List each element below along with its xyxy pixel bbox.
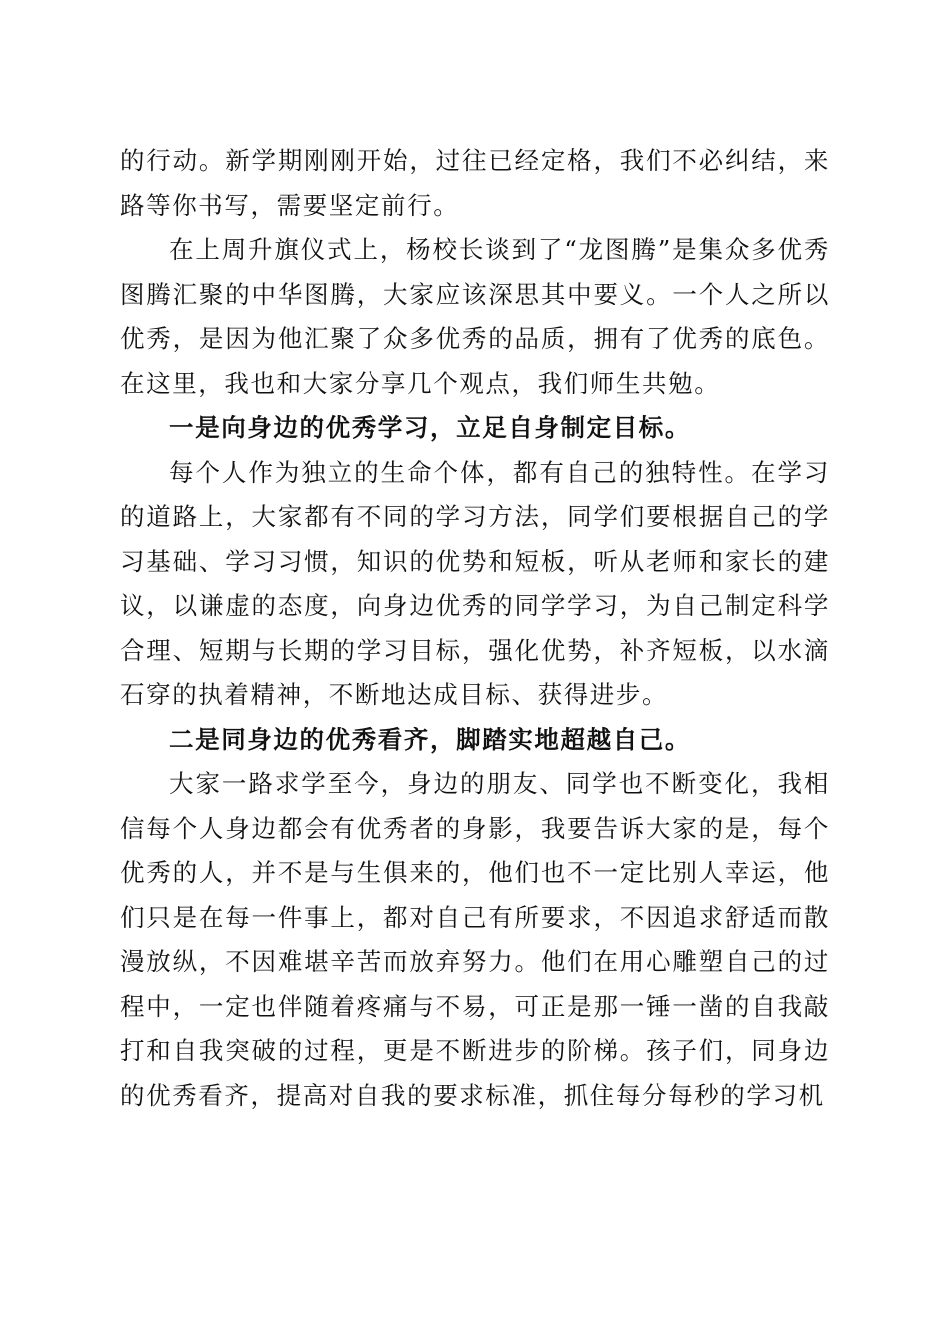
paragraph-learning-goals: 每个人作为独立的生命个体，都有自己的独特性。在学习的道路上，大家都有不同的学习方法，同学们要根据自己的学习基础、学习习惯，知识的优势和短板，听从老师和家长的建议，以谦虚的态度，向身边优秀的同学学习，为自己制定科学合理、短期与长期的学习目标，强化优势，补齐短板，以水滴石穿的执着精神，不断地达成目标、获得进步。 [120, 457, 830, 709]
section-heading-align-with-excellence: 二是同身边的优秀看齐，脚踏实地超越自己。 [169, 724, 691, 754]
paragraph-flag-ceremony: 在上周升旗仪式上，杨校长谈到了“龙图腾”是集众多优秀图腾汇聚的中华图腾，大家应该深思其中要义。一个人之所以优秀，是因为他汇聚了众多优秀的品质，拥有了优秀的底色。在这里，我也和大家分享几个观点，我们师生共勉。 [120, 235, 830, 398]
paragraph-continuation: 的行动。新学期刚刚开始，过往已经定格，我们不必纠结，来路等你书写，需要坚定前行。 [120, 146, 830, 220]
paragraph-surpass-yourself: 大家一路求学至今，身边的朋友、同学也不断变化，我相信每个人身边都会有优秀者的身影，我要告诉大家的是，每个优秀的人，并不是与生俱来的，他们也不一定比别人幸运，他们只是在每一件事上，都对自己有所要求，不因追求舒适而散漫放纵，不因难堪辛苦而放弃努力。他们在用心雕塑自己的过程中，一定也伴随着疼痛与不易，可正是那一锤一凿的自我敲打和自我突破的过程，更是不断进步的阶梯。孩子们，同身边的优秀看齐，提高对自我的要求标准，抓住每分每秒的学习机 [120, 769, 830, 1110]
document-body [120, 139, 830, 1118]
section-heading-learn-from-excellence: 一是向身边的优秀学习，立足自身制定目标。 [169, 413, 691, 442]
